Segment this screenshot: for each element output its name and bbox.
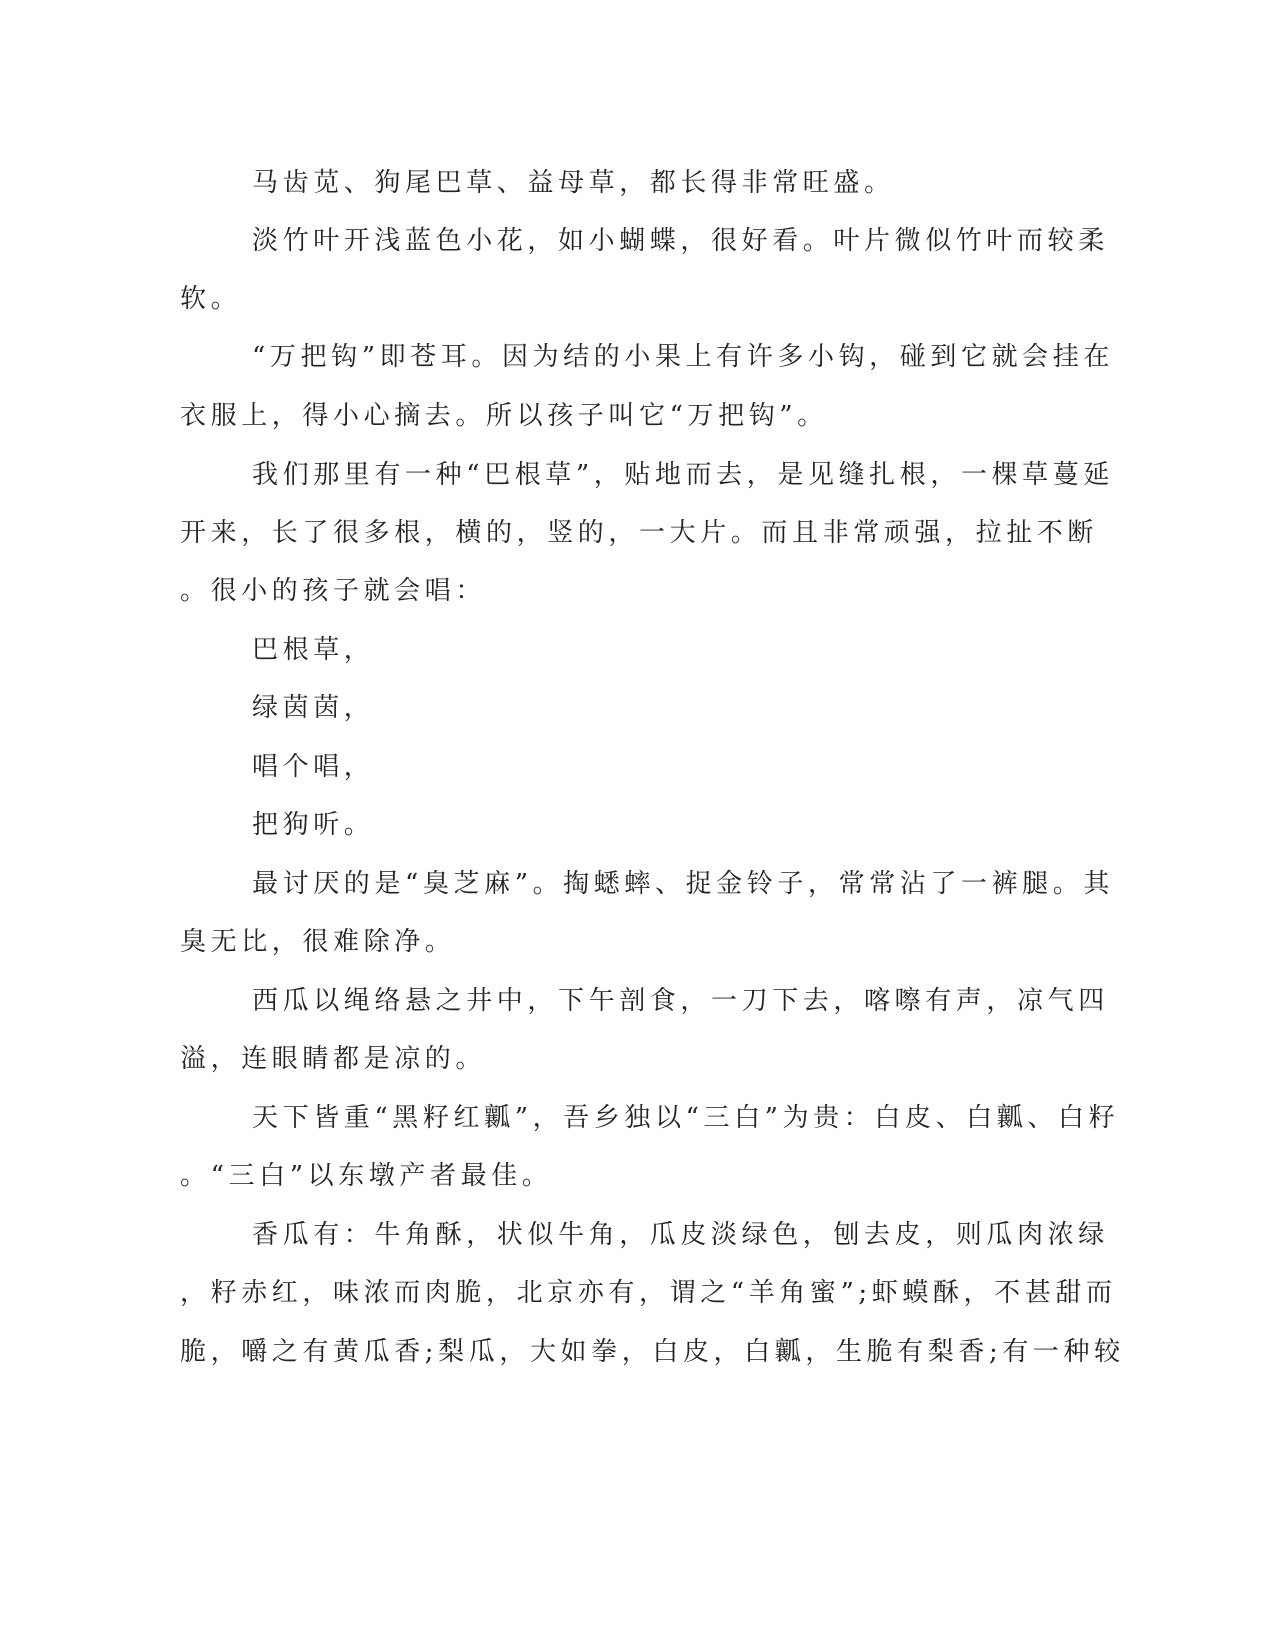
text-line-16: 溢，连眼睛都是凉的。 [180, 1044, 487, 1074]
text-line-6: 我们那里有一种“巴根草”，贴地而去，是见缝扎根，一棵草蔓延 [252, 460, 1114, 490]
text-line-13: 最讨厌的是“臭芝麻”。掏蟋蟀、捉金铃子，常常沾了一裤腿。其 [252, 869, 1114, 899]
text-line-14: 臭无比，很难除净。 [180, 927, 456, 957]
text-line-3: 软。 [180, 284, 242, 314]
text-line-20: ，籽赤红，味浓而肉脆，北京亦有，谓之“羊角蜜”;虾蟆酥，不甚甜而 [180, 1278, 1117, 1308]
text-line-18: 。“三白”以东墩产者最佳。 [180, 1161, 553, 1191]
text-line-10: 绿茵茵， [252, 693, 375, 723]
text-line-11: 唱个唱， [252, 752, 375, 782]
text-line-5: 衣服上，得小心摘去。所以孩子叫它“万把钩”。 [180, 401, 828, 431]
text-line-4: “万把钩”即苍耳。因为结的小果上有许多小钩，碰到它就会挂在 [252, 342, 1114, 372]
text-line-7: 开来，长了很多根，横的，竖的，一大片。而且非常顽强，拉扯不断 [180, 518, 1099, 548]
text-line-21: 脆，嚼之有黄瓜香;梨瓜，大如拳，白皮，白瓤，生脆有梨香;有一种较 [180, 1337, 1125, 1367]
text-line-9: 巴根草， [252, 635, 375, 665]
text-line-1: 马齿苋、狗尾巴草、益母草，都长得非常旺盛。 [252, 168, 895, 198]
text-line-17: 天下皆重“黑籽红瓤”，吾乡独以“三白”为贵：白皮、白瓤、白籽 [252, 1103, 1120, 1133]
text-line-12: 把狗听。 [252, 810, 375, 840]
text-line-19: 香瓜有：牛角酥，状似牛角，瓜皮淡绿色，刨去皮，则瓜肉浓绿 [252, 1220, 1109, 1250]
text-line-15: 西瓜以绳络悬之井中，下午剖食，一刀下去，喀嚓有声，凉气四 [252, 986, 1109, 1016]
text-line-2: 淡竹叶开浅蓝色小花，如小蝴蝶，很好看。叶片微似竹叶而较柔 [252, 226, 1109, 256]
text-line-8: 。很小的孩子就会唱： [180, 576, 487, 606]
